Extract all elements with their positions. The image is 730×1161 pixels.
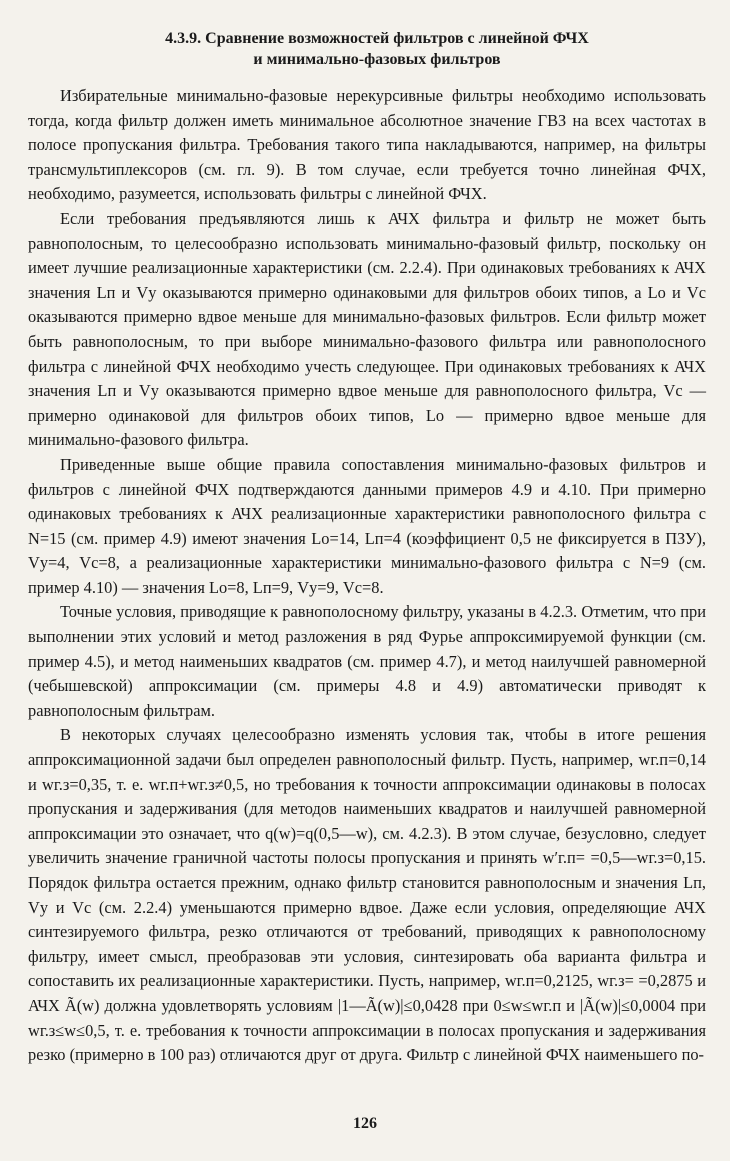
paragraph-3: Приведенные выше общие правила сопоставления минимально-фазовых фильтров и фильтров с линейной ФЧХ подтверждаются данными примеров 4.9 и 4.10. При примерно одинаковых требованиях к АЧХ реализационные характеристики равнополосного фильтра с N=15 (см. пример 4.9) имеют значения Lо=14, Lп=4 (коэффициент 0,5 не фиксируется в ПЗУ), Vу=4, Vс=8, а реализационные характеристики минимально-фазового фильтра с N=9 (см. пример 4.10) — значения Lо=8, Lп=9, Vу=9, Vс=8. bbox=[28, 454, 706, 597]
section-heading-line-1: 4.3.9. Сравнение возможностей фильтров с линейной ФЧХ bbox=[165, 30, 589, 47]
paragraph-1: Избирательные минимально-фазовые нерекурсивные фильтры необходимо использовать тогда, когда фильтр должен иметь минимальное абсолютное значение ГВЗ на всех частотах в полосе пропускания фильтра. Требования такого типа накладываются, например, на фильтры трансмультиплексоров (см. гл. 9). В том случае, если требуется точно линейная ФЧХ, необходимо, разумеется, использовать фильтры с линейной ФЧХ. bbox=[28, 86, 706, 204]
paragraph-4: Точные условия, приводящие к равнополосному фильтру, указаны в 4.2.3. Отметим, что при выполнении этих условий и метод разложения в ряд Фурье аппроксимируемой функции (см. пример 4.5), и метод наименьших квадратов (см. пример 4.7), и метод наилучшей равномерной (чебышевской) аппроксимации (см. примеры 4.8 и 4.9) автоматически приводят к равнополосным фильтрам. bbox=[28, 602, 706, 720]
paragraph-5: В некоторых случаях целесообразно изменять условия так, чтобы в итоге решения аппроксимационной задачи был определен равнополосный фильтр. Пусть, например, wг.п=0,14 и wг.з=0,35, т. е. wг.п+wг.з≠0,5, но требования к точности аппроксимации одинаковы в полосах пропускания и задерживания (для методов наименьших квадратов и наилучшей равномерной аппроксимации это означает, что q(w)=q(0,5—w), см. 4.2.3). В этом случае, безусловно, следует увеличить значение граничной частоты полосы пропускания и принять w′г.п= =0,5—wг.з=0,15. Порядок фильтра остается прежним, однако фильтр становится равнополосным и значения Lп, Vу и Vс (см. 2.2.4) уменьшаются примерно вдвое. Даже если условия, определяющие АЧХ синтезируемого фильтра, резко отличаются от требований, приводящих к равнополосному фильтру, имеет смысл, преобразовав эти условия, синтезировать оба варианта фильтра и сопоставить их реализационные характеристики. Пусть, например, wг.п=0,2125, wг.з= =0,2875 и АЧХ Ã(w) должна удовлетворять условиям |1—Ã(w)|≤0,0428 при 0≤w≤wг.п и |Ã(w)|≤0,0004 при wг.з≤w≤0,5, т. е. требования к точности аппроксимации в полосах пропускания и задерживания резко (примерно в 100 раз) отличаются друг от друга. Фильтр с линейной ФЧХ наименьшего по- bbox=[28, 725, 706, 1065]
section-heading bbox=[28, 28, 706, 70]
section-heading-line-2: и минимально-фазовых фильтров bbox=[253, 51, 501, 68]
page-number: 126 bbox=[353, 1115, 377, 1132]
paragraph-2: Если требования предъявляются лишь к АЧХ фильтра и фильтр не может быть равнополосным, то целесообразно использовать минимально-фазовый фильтр, поскольку он имеет лучшие реализационные характеристики (см. 2.2.4). При одинаковых требованиях к АЧХ значения Lп и Vу оказываются примерно одинаковыми для фильтров обоих типов, а Lо и Vс оказываются примерно вдвое меньше для минимально-фазовых фильтров. Если фильтр может быть равнополосным, то при выборе минимально-фазового фильтра или равнополосного фильтра с линейной ФЧХ необходимо учесть следующее. При одинаковых требованиях к АЧХ значения Lп и Vу оказываются примерно вдвое меньше для равнополосного фильтра, Vс — примерно одинаковой для фильтров обоих типов, Lо — примерно вдвое меньше для минимально-фазового фильтра. bbox=[28, 208, 706, 450]
